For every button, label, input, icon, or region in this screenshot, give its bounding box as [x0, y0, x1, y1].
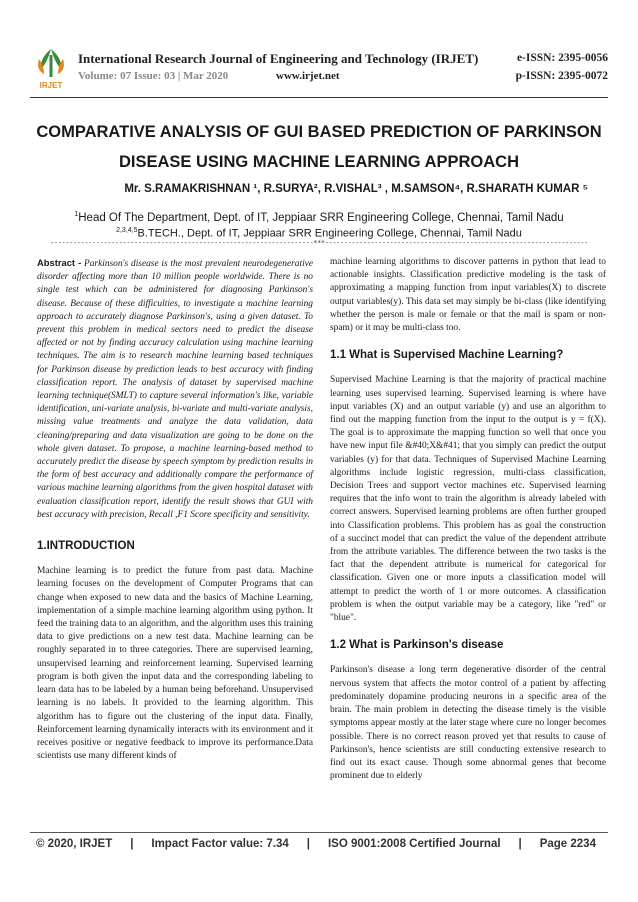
logo-text: IRJET — [39, 81, 63, 90]
website-link[interactable]: www.irjet.net — [276, 70, 340, 82]
footer-page-number: Page 2234 — [539, 838, 596, 850]
affiliation-1 — [30, 211, 608, 224]
affiliation-2 — [30, 227, 608, 240]
journal-header — [30, 45, 608, 95]
abstract-text: Parkinson's disease is the most prevalent neurodegenerative disorder affecting more than 10 million people worldwide. There is no single test which can be administered for diagnosing Parkinson's disease. Because of these difficulties, to investigate a machine learning approach to accurately diagnose Parkinson's, using a given dataset. To prevent this problem in medical sectors need to predict the disease affected or not by finding accuracy calculation using machine learning techniques. The aim is to research machine learning based techniques for Parkinson disease by prediction leads to best accuracy with finding classification report. The analysis of dataset by supervised machine learning technique(SMLT) to capture several information's like, variable identification, uni-variate analysis, bi-variate and multi-variate analysis, missing value treatments and analyze the data validation, data cleaning/preparing and data visualization are going to be done on the whole given dataset. To propose, a machine learning-based method to accurately predict the disease by speech symptom by prediction results in the form of best accuracy and additionally compare the performance of various machine learning algorithms from the given hospital dataset with evaluation classification report, identify the result shows that GUI with best accuracy with precision, Recall ,F1 Score specificity and sensitivity. — [37, 259, 313, 520]
affiliation-1-sup: 1 — [74, 211, 79, 218]
title-line-1: COMPARATIVE ANALYSIS OF GUI BASED PREDICTION OF PARKINSON — [36, 123, 602, 141]
footer-copyright: © 2020, IRJET — [36, 838, 113, 850]
section-1-2-heading: 1.2 What is Parkinson's disease — [330, 639, 504, 652]
irjet-logo — [34, 47, 68, 91]
affiliation-2-sup: 2,3,4,5 — [116, 227, 138, 234]
title-line-2: DISEASE USING MACHINE LEARNING APPROACH — [118, 153, 519, 171]
header-rule — [30, 97, 608, 98]
footer-rule — [30, 832, 608, 833]
intro-heading: 1.INTRODUCTION — [37, 540, 135, 553]
left-column — [37, 256, 313, 763]
footer-iso: ISO 9001:2008 Certified Journal — [327, 838, 501, 850]
footer-separator: | — [306, 838, 310, 850]
affiliation-1-text: Head Of The Department, Dept. of IT, Jeppiaar SRR Engineering College, Chennai, Tamil Nadu — [78, 211, 564, 224]
abstract — [37, 256, 313, 522]
intro-continued: machine learning algorithms to discover patterns in python that lead to actionable insights. Classification predictive modeling is the task of approximating a mapping function from input variables(X) to discrete output variables(y). This data set may simply be bi-class (like identifying whether the person is male or female or that the mail is spam or non-spam) or it may be multi-class too. — [330, 257, 606, 334]
intro-text: Machine learning is to predict the future from past data. Machine learning focuses on the development of Computer Programs that can change when exposed to new data and the basics of Machine Learning, implementation of a simple machine learning algorithm using python. It feed the training data to an algorithm, and the algorithm uses this training data to give predictions on a new test data. Machine learning can be roughly separated in to three categories. There are supervised learning, unsupervised learning and reinforcement learning. Supervised learning program is both given the input data and the corresponding labeling to learn data has to be labeled by a human being beforehand. Unsupervised learning is no labels. It provided to the learning algorithm. This algorithm has to figure out the clustering of the input data. Finally, Reinforcement learning dynamically interacts with its environment and it receives positive or negative feedback to improve its performance.Data scientists use many different kinds of — [37, 566, 313, 762]
section-divider: ---------------------------------------------------------------------***--------------------------------------------------------------------- — [50, 239, 588, 247]
footer-separator: | — [130, 838, 134, 850]
section-1-1-heading: 1.1 What is Supervised Machine Learning? — [330, 349, 564, 362]
abstract-label: Abstract - — [37, 257, 82, 268]
e-issn: e-ISSN: 2395-0056 — [516, 52, 608, 64]
journal-title: International Research Journal of Engineering and Technology (IRJET) — [78, 51, 479, 66]
volume-issue: Volume: 07 Issue: 03 | Mar 2020 — [78, 70, 229, 82]
page-footer — [36, 838, 596, 850]
authors: Mr. S.RAMAKRISHNAN ¹, R.SURYA², R.VISHAL³ , M.SAMSON⁴, R.SHARATH KUMAR ⁵ — [124, 183, 588, 195]
right-column — [330, 256, 606, 783]
p-issn: p-ISSN: 2395-0072 — [515, 70, 608, 82]
paper-title — [30, 117, 608, 177]
section-1-2-text: Parkinson's disease a long term degenerative disorder of the central nervous system that affects the motor control of a patient by affecting predominately dopamine producing neurons in a specific area of the brain. The main problem in detecting the disease timely is the visible symptoms appear mostly at the later stage where cure no longer becomes possible. There is no correct reason proved yet that results to cause of Parkinson's, hence scientists are still conducting extensive research to find out its exact cause. Though some abnormal genes that become prominent due to elderly — [330, 665, 606, 782]
section-1-1-text: Supervised Machine Learning is that the majority of practical machine learning uses supervised learning. Supervised learning is where have input variables (X) and an output variable (y) and use an algorithm to find out the mapping function from the input to the output is y = f(X). The goal is to approximate the mapping function so well that once you have new input file &#40;X&#41; that you simply can predict the output variables (y) for that data. Techniques of Supervised Machine Learning algorithms include logistic regression, multi-class classification, Decision Trees and support vector machines etc. Supervised learning requires that the info wont to train the algorithm is already labeled with correct answers. Supervised learning problems are often further grouped into Classification problems. This problem has as goal the construction of a succinct model that can predict the value of the dependent attribute from the attribute variables. The difference between the two tasks is the fact that the dependent attribute is numerical for categorical for classification. Given one or more inputs a classification model will attempt to predict the worth of 1 or more outcomes. A classification problem is when the output variable may be a category, like "red" or "blue". — [330, 375, 606, 624]
footer-impact-factor: Impact Factor value: 7.34 — [151, 838, 289, 850]
footer-separator: | — [518, 838, 522, 850]
affiliation-2-text: B.TECH., Dept. of IT, Jeppiaar SRR Engineering College, Chennai, Tamil Nadu — [137, 227, 522, 240]
